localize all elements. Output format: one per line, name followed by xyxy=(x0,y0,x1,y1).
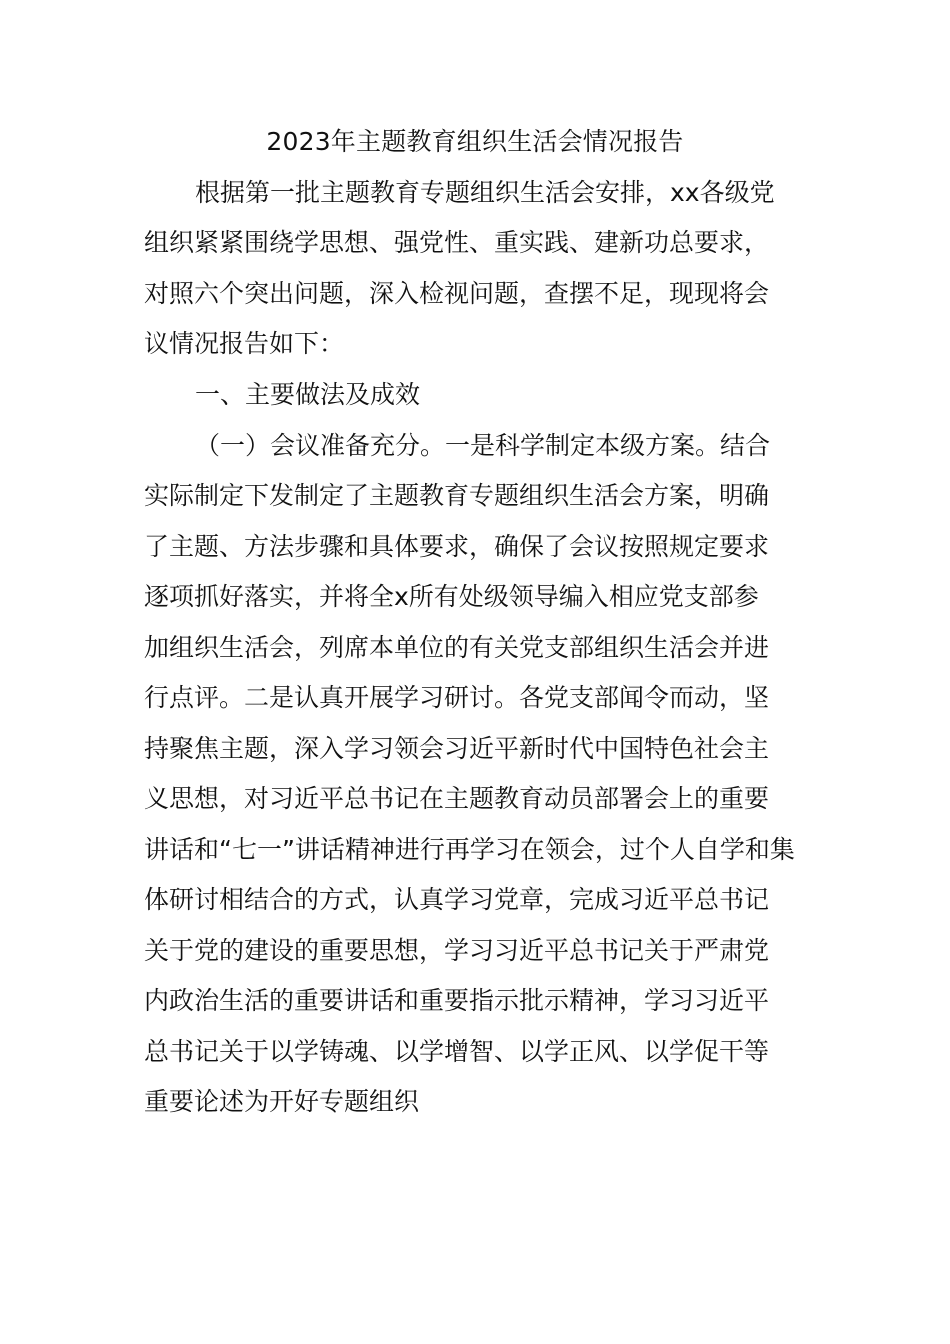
paragraph-line: 加组织生活会，列席本单位的有关党支部组织生活会并进 xyxy=(144,633,770,662)
paragraph-line: 逐项抓好落实，并将全x所有处级领导编入相应党支部参 xyxy=(144,582,759,611)
paragraph-line: 内政治生活的重要讲话和重要指示批示精神，学习习近平 xyxy=(144,986,770,1015)
paragraph-line: 实际制定下发制定了主题教育专题组织生活会方案，明确 xyxy=(144,481,770,510)
paragraph-line: 讲话和“七一”讲话精神进行再学习在领会，过个人自学和集 xyxy=(144,835,795,864)
paragraph-line: 议情况报告如下： xyxy=(144,329,345,358)
document-title: 2023年主题教育组织生活会情况报告 xyxy=(266,127,684,156)
paragraph-line: 持聚焦主题，深入学习领会习近平新时代中国特色社会主 xyxy=(144,734,770,763)
paragraph-line: 了主题、方法步骤和具体要求，确保了会议按照规定要求 xyxy=(144,532,770,561)
section-heading: 一、主要做法及成效 xyxy=(195,380,421,409)
paragraph-line: 总书记关于以学铸魂、以学增智、以学正风、以学促干等 xyxy=(144,1037,770,1066)
paragraph-line: 体研讨相结合的方式，认真学习党章，完成习近平总书记 xyxy=(144,885,770,914)
paragraph-line: 组织紧紧围绕学思想、强党性、重实践、建新功总要求， xyxy=(144,228,770,257)
paragraph-line: 关于党的建设的重要思想，学习习近平总书记关于严肃党 xyxy=(144,936,770,965)
paragraph-line: （一）会议准备充分。一是科学制定本级方案。结合 xyxy=(195,431,771,460)
paragraph-line: 行点评。二是认真开展学习研讨。各党支部闻令而动，坚 xyxy=(144,683,770,712)
paragraph-line: 对照六个突出问题，深入检视问题，查摆不足，现现将会 xyxy=(144,279,770,308)
paragraph-line: 义思想，对习近平总书记在主题教育动员部署会上的重要 xyxy=(144,784,770,813)
paragraph-line: 重要论述为开好专题组织 xyxy=(144,1087,420,1116)
paragraph-line: 根据第一批主题教育专题组织生活会安排，xx各级党 xyxy=(195,178,775,207)
